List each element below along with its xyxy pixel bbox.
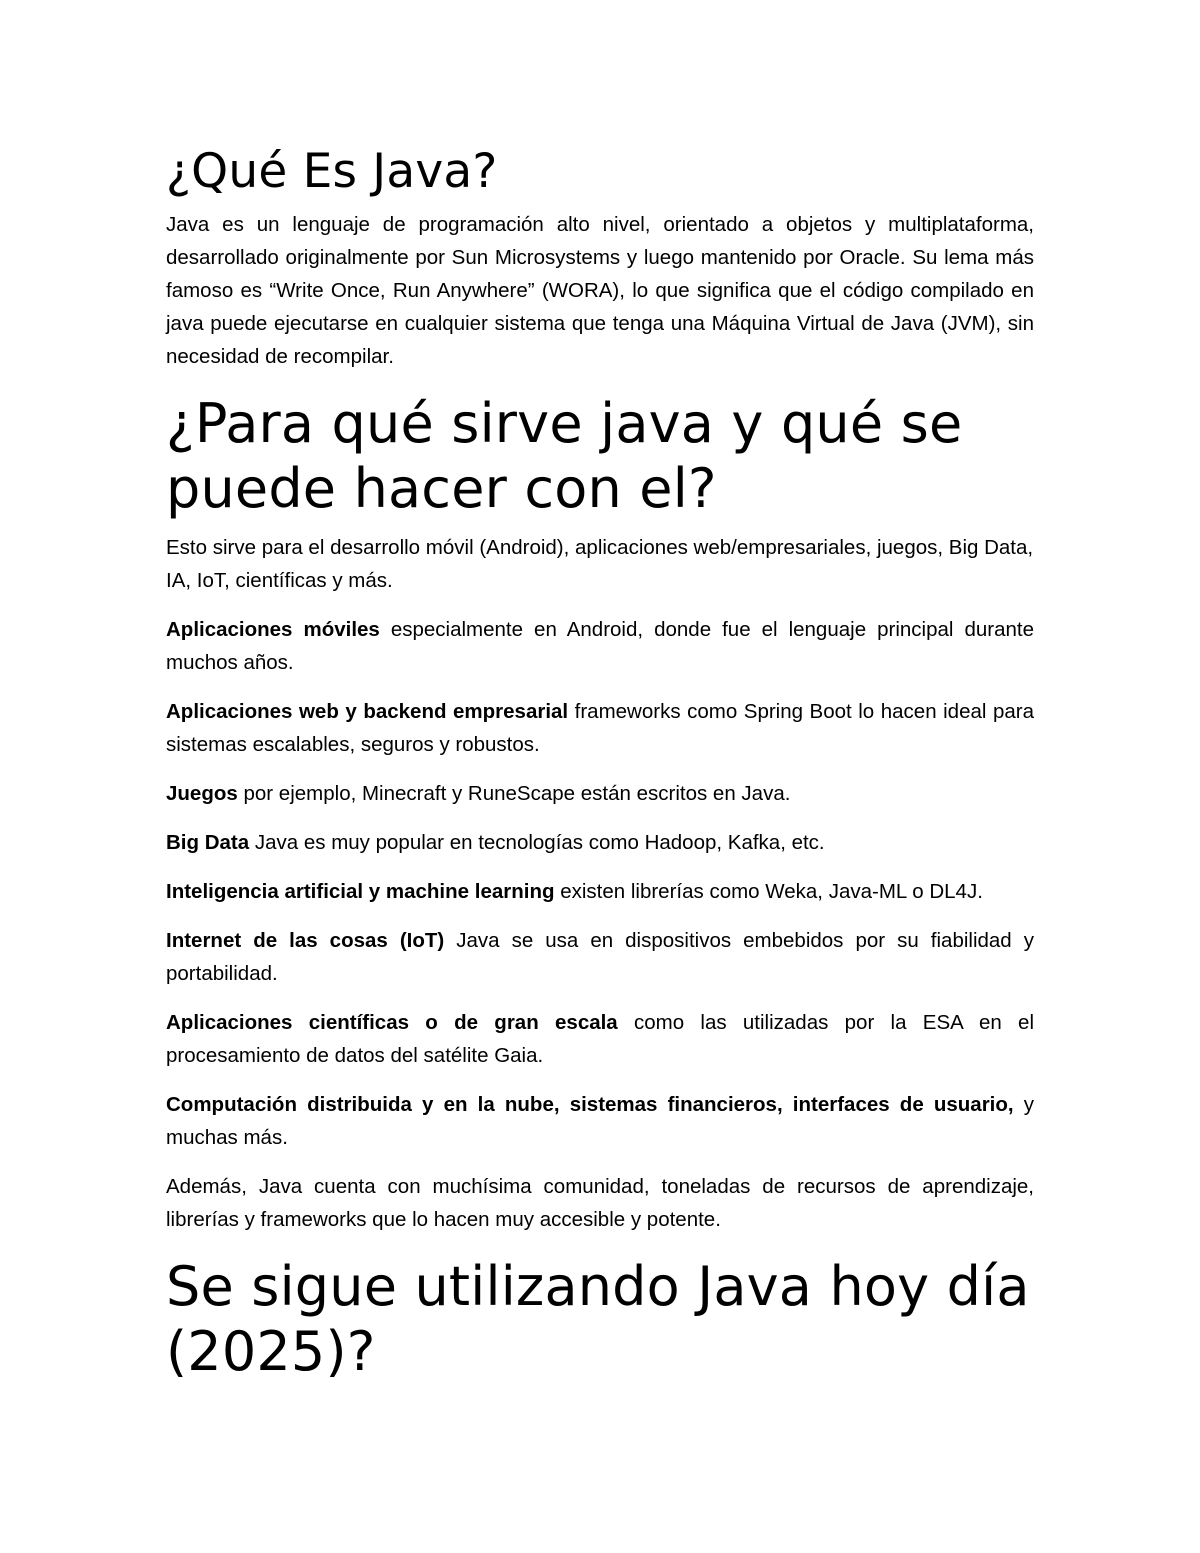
item-term: Computación distribuida y en la nube, sistemas financieros, interfaces de usuario, xyxy=(166,1093,1014,1116)
list-item-web-backend xyxy=(166,695,1034,761)
heading-que-es-java: ¿Qué Es Java? xyxy=(166,144,498,199)
paragraph-cierre: Además, Java cuenta con muchísima comunidad, toneladas de recursos de aprendizaje, librerías y frameworks que lo hacen muy accesible y potente. xyxy=(166,1175,1034,1231)
list-item-cientificas xyxy=(166,1006,1034,1072)
item-term: Inteligencia artificial y machine learning xyxy=(166,880,555,903)
item-text: Java se usa en dispositivos embebidos por su fiabilidad y portabilidad. xyxy=(166,929,1034,985)
list-item-computacion-distribuida xyxy=(166,1088,1034,1154)
item-term: Big Data xyxy=(166,831,250,854)
item-term: Aplicaciones web y backend empresarial xyxy=(166,700,569,723)
item-term: Aplicaciones científicas o de gran escala xyxy=(166,1011,618,1034)
item-text: y muchas más. xyxy=(166,1093,1035,1149)
item-text: por ejemplo, Minecraft y RuneScape están escritos en Java. xyxy=(237,782,791,805)
item-term: Juegos xyxy=(166,782,238,805)
item-text: frameworks como Spring Boot lo hacen ideal para sistemas escalables, seguros y robustos. xyxy=(166,700,1034,756)
heading-para-que-sirve: ¿Para qué sirve java y qué se puede hacer con el? xyxy=(166,392,963,520)
list-item-aplicaciones-moviles xyxy=(166,613,1034,679)
document-page xyxy=(166,138,1034,1384)
item-term: Aplicaciones móviles xyxy=(166,618,380,641)
item-text: existen librerías como Weka, Java-ML o DL4J. xyxy=(554,880,983,903)
paragraph-intro-usos: Esto sirve para el desarrollo móvil (Android), aplicaciones web/empresariales, juegos, Big Data, IA, IoT, científicas y más. xyxy=(166,536,1034,592)
item-text: Java es muy popular en tecnologías como Hadoop, Kafka, etc. xyxy=(249,831,825,854)
list-item-juegos xyxy=(166,777,1034,810)
item-text: especialmente en Android, donde fue el lenguaje principal durante muchos años. xyxy=(166,618,1034,674)
item-term: Internet de las cosas (IoT) xyxy=(166,929,445,952)
list-item-inteligencia-artificial xyxy=(166,875,1034,908)
paragraph-definicion: Java es un lenguaje de programación alto nivel, orientado a objetos y multiplataforma, desarrollado originalmente por Sun Microsystems y luego mantenido por Oracle. Su lema más famoso es “Write Once, Run Anywhere” (WORA), lo que significa que el código compilado en java puede ejecutarse en cualquier sistema que tenga una Máquina Virtual de Java (JVM), sin necesidad de recompilar. xyxy=(166,213,1034,368)
heading-se-sigue-utilizando: Se sigue utilizando Java hoy día (2025)? xyxy=(166,1255,1030,1383)
list-item-iot xyxy=(166,924,1034,990)
item-text: como las utilizadas por la ESA en el procesamiento de datos del satélite Gaia. xyxy=(166,1011,1035,1067)
list-item-big-data xyxy=(166,826,1034,859)
